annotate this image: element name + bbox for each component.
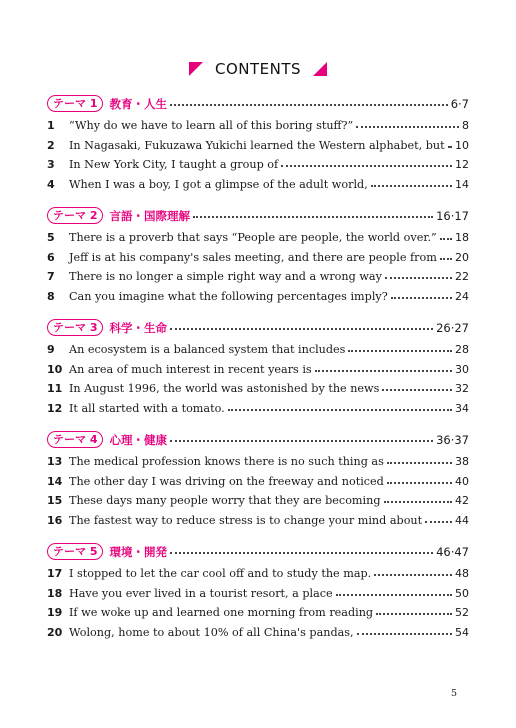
section-title: 心理・健康 xyxy=(109,432,167,447)
entry-title: The medical profession knows there is no such thing as xyxy=(69,455,384,469)
toc-entry[interactable] xyxy=(47,136,469,156)
entry-page: 50 xyxy=(455,586,469,600)
toc-section xyxy=(47,430,469,530)
entry-number: 16 xyxy=(47,513,63,527)
entry-number: 9 xyxy=(47,343,55,357)
entry-page: 42 xyxy=(455,494,469,508)
table-of-contents xyxy=(47,94,469,654)
entry-number: 13 xyxy=(47,455,63,469)
entry-title: Can you imagine what the following percentages imply? xyxy=(69,289,388,303)
entry-title: If we woke up and learned one morning from reading xyxy=(69,606,374,620)
entry-title: It all started with a tomato. xyxy=(69,401,225,415)
entry-title: “Why do we have to learn all of this boring stuff?” xyxy=(69,119,354,133)
section-pages: 36·37 xyxy=(436,432,469,447)
dot-leader xyxy=(382,388,452,391)
section-pages: 16·17 xyxy=(436,208,469,223)
entry-number: 5 xyxy=(47,231,55,245)
theme-badge: テーマ 2 xyxy=(47,207,103,224)
section-header[interactable] xyxy=(47,430,469,449)
entry-page: 28 xyxy=(455,343,469,357)
entry-number: 17 xyxy=(47,567,63,581)
entry-title: In August 1996, the world was astonished by the news xyxy=(69,382,380,396)
dot-leader xyxy=(356,125,459,128)
entry-page: 48 xyxy=(455,567,469,581)
entry-title: I stopped to let the car cool off and to study the map. xyxy=(69,567,372,581)
dot-leader xyxy=(440,237,452,240)
toc-entry[interactable] xyxy=(47,340,469,360)
toc-entry[interactable] xyxy=(47,491,469,511)
entry-title: An area of much interest in recent years is xyxy=(69,362,312,376)
entry-number: 14 xyxy=(47,474,63,488)
dot-leader xyxy=(371,184,452,187)
entry-number: 19 xyxy=(47,606,63,620)
dot-leader xyxy=(387,481,452,484)
entry-page: 8 xyxy=(462,119,469,133)
toc-entry[interactable] xyxy=(47,511,469,531)
right-triangle-icon xyxy=(313,62,327,76)
toc-entry[interactable] xyxy=(47,584,469,604)
entry-page: 24 xyxy=(455,289,469,303)
dot-leader xyxy=(374,573,452,576)
entry-number: 11 xyxy=(47,382,63,396)
section-pages: 46·47 xyxy=(436,544,469,559)
entry-number: 15 xyxy=(47,494,63,508)
entry-title: There is no longer a simple right way and a wrong way xyxy=(69,270,382,284)
entry-title: In Nagasaki, Fukuzawa Yukichi learned the Western alphabet, but xyxy=(69,138,445,152)
entry-number: 18 xyxy=(47,586,63,600)
entry-page: 20 xyxy=(455,250,469,264)
entry-page: 32 xyxy=(455,382,469,396)
section-title: 科学・生命 xyxy=(109,320,167,335)
dot-leader xyxy=(376,612,452,615)
dot-leader xyxy=(384,500,453,503)
dot-leader xyxy=(193,215,433,218)
toc-entry[interactable] xyxy=(47,379,469,399)
section-title: 環境・開発 xyxy=(109,544,167,559)
toc-entry[interactable] xyxy=(47,452,469,472)
toc-entry[interactable] xyxy=(47,623,469,643)
entry-page: 52 xyxy=(455,606,469,620)
entry-page: 30 xyxy=(455,362,469,376)
theme-badge: テーマ 4 xyxy=(47,431,103,448)
entry-number: 10 xyxy=(47,362,63,376)
dot-leader xyxy=(425,520,452,523)
toc-entry[interactable] xyxy=(47,175,469,195)
dot-leader xyxy=(281,164,452,167)
toc-section xyxy=(47,206,469,306)
dot-leader xyxy=(336,593,452,596)
section-pages: 6·7 xyxy=(450,96,469,111)
toc-entry[interactable] xyxy=(47,267,469,287)
dot-leader xyxy=(387,461,452,464)
entry-page: 12 xyxy=(455,158,469,172)
entry-page: 54 xyxy=(455,625,469,639)
toc-section xyxy=(47,542,469,642)
entry-page: 38 xyxy=(455,455,469,469)
entry-number: 7 xyxy=(47,270,55,284)
entry-number: 20 xyxy=(47,625,63,639)
toc-entry[interactable] xyxy=(47,564,469,584)
entry-number: 1 xyxy=(47,119,55,133)
section-header[interactable] xyxy=(47,542,469,561)
dot-leader xyxy=(170,327,433,330)
entry-title: In New York City, I taught a group of xyxy=(69,158,279,172)
dot-leader xyxy=(348,349,452,352)
entry-page: 10 xyxy=(455,138,469,152)
entry-page: 34 xyxy=(455,401,469,415)
entry-title: There is a proverb that says “People are people, the world over.” xyxy=(69,231,437,245)
entry-page: 22 xyxy=(455,270,469,284)
dot-leader xyxy=(315,369,452,372)
toc-entry[interactable] xyxy=(47,248,469,268)
entry-title: When I was a boy, I got a glimpse of the adult world, xyxy=(69,177,368,191)
toc-entry[interactable] xyxy=(47,116,469,136)
entry-page: 40 xyxy=(455,474,469,488)
entry-number: 12 xyxy=(47,401,63,415)
entry-title: Jeff is at his company's sales meeting, and there are people from xyxy=(69,250,437,264)
dot-leader xyxy=(228,408,452,411)
dot-leader xyxy=(448,145,452,148)
contents-heading xyxy=(0,60,516,78)
theme-badge: テーマ 3 xyxy=(47,319,103,336)
page-title: CONTENTS xyxy=(214,60,302,78)
toc-section xyxy=(47,94,469,194)
toc-entry[interactable] xyxy=(47,287,469,307)
section-header[interactable] xyxy=(47,94,469,113)
left-triangle-icon xyxy=(189,62,203,76)
entry-page: 44 xyxy=(455,513,469,527)
entry-number: 2 xyxy=(47,138,55,152)
toc-entry[interactable] xyxy=(47,472,469,492)
entry-page: 18 xyxy=(455,231,469,245)
section-header[interactable] xyxy=(47,206,469,225)
section-pages: 26·27 xyxy=(436,320,469,335)
dot-leader xyxy=(170,551,433,554)
entry-title: Wolong, home to about 10% of all China's pandas, xyxy=(69,625,354,639)
theme-badge: テーマ 1 xyxy=(47,95,103,112)
dot-leader xyxy=(385,276,452,279)
section-title: 教育・人生 xyxy=(109,96,167,111)
toc-entry[interactable] xyxy=(47,399,469,419)
section-title: 言語・国際理解 xyxy=(109,208,190,223)
toc-entry[interactable] xyxy=(47,603,469,623)
dot-leader xyxy=(440,257,452,260)
toc-entry[interactable] xyxy=(47,228,469,248)
entry-title: The other day I was driving on the freeway and noticed xyxy=(69,474,384,488)
entry-title: The fastest way to reduce stress is to change your mind about xyxy=(69,513,423,527)
theme-badge: テーマ 5 xyxy=(47,543,103,560)
entry-title: Have you ever lived in a tourist resort, a place xyxy=(69,586,333,600)
toc-entry[interactable] xyxy=(47,360,469,380)
dot-leader xyxy=(357,632,452,635)
section-header[interactable] xyxy=(47,318,469,337)
entry-title: These days many people worry that they are becoming xyxy=(69,494,381,508)
entry-number: 3 xyxy=(47,158,55,172)
entry-number: 8 xyxy=(47,289,55,303)
toc-section xyxy=(47,318,469,418)
dot-leader xyxy=(391,296,452,299)
entry-page: 14 xyxy=(455,177,469,191)
entry-number: 4 xyxy=(47,177,55,191)
dot-leader xyxy=(170,439,433,442)
entry-title: An ecosystem is a balanced system that includes xyxy=(69,343,346,357)
entry-number: 6 xyxy=(47,250,55,264)
page-number: 5 xyxy=(451,688,458,699)
toc-entry[interactable] xyxy=(47,155,469,175)
dot-leader xyxy=(170,103,448,106)
